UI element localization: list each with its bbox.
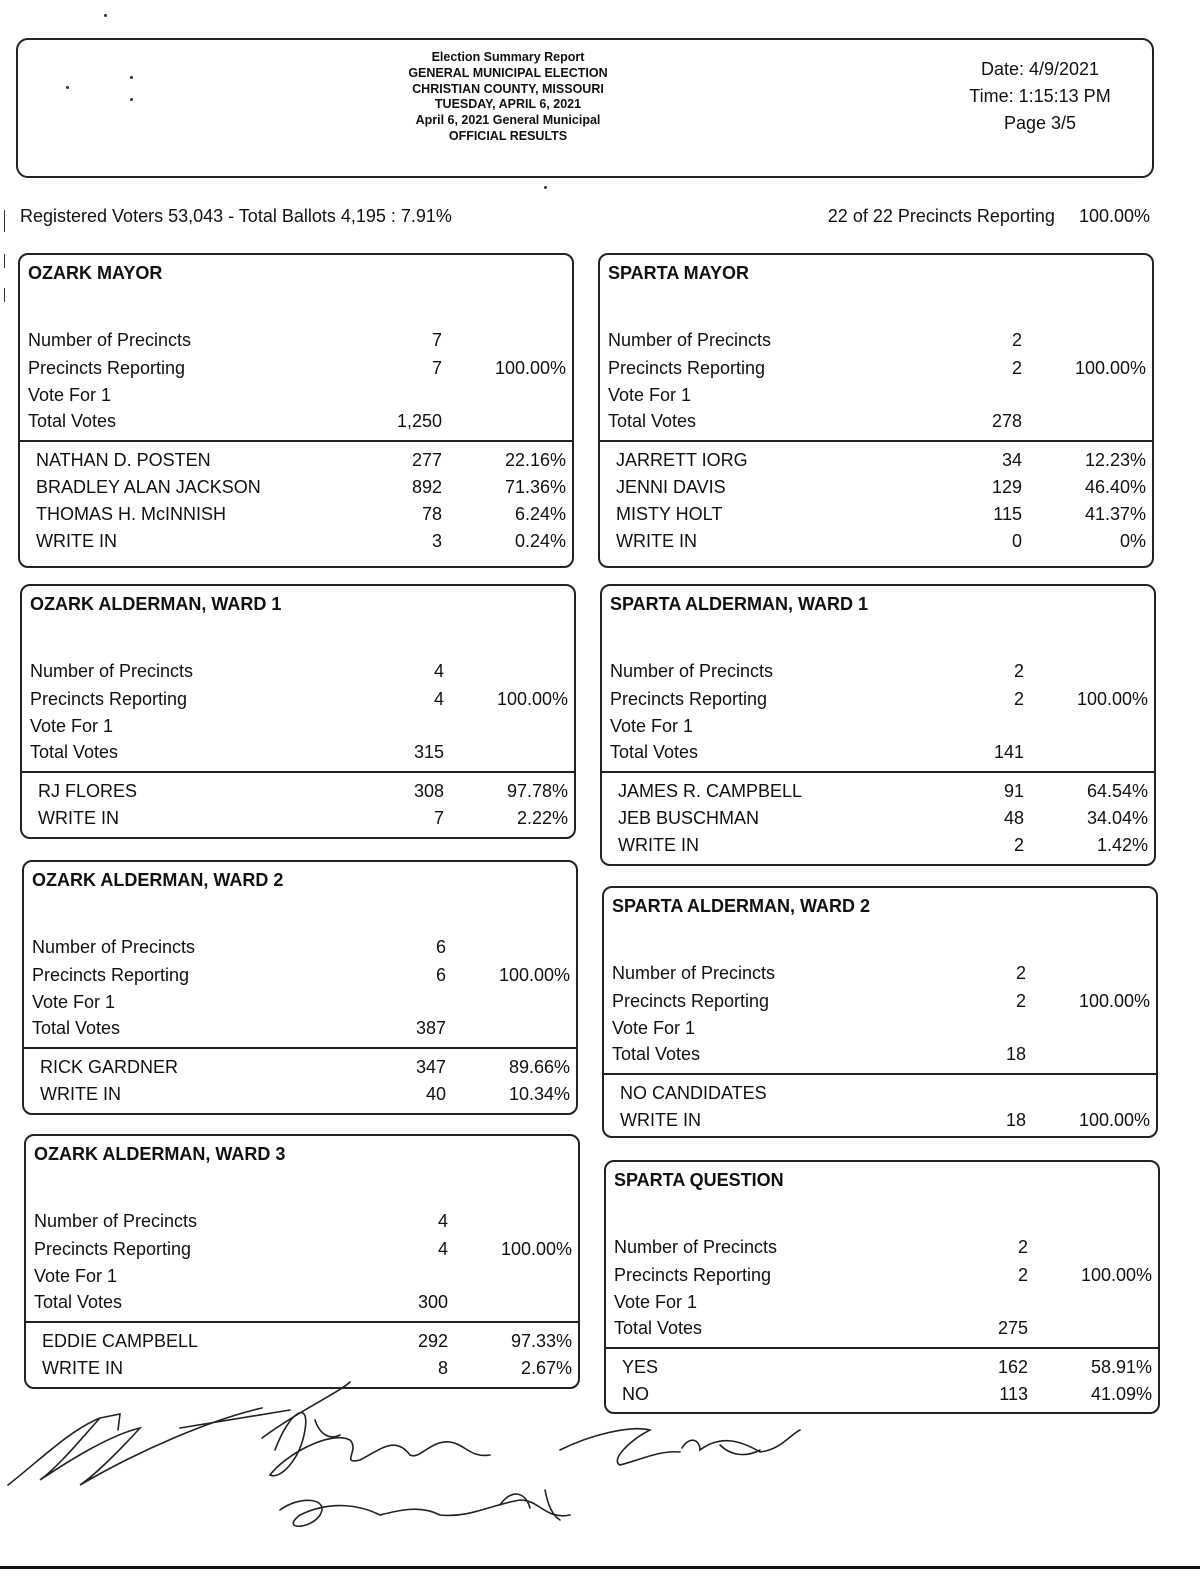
candidate-votes: 91 (1003, 781, 1024, 801)
candidate-row (602, 805, 1154, 831)
contest-divider (600, 440, 1152, 442)
candidate-votes: 115 (993, 504, 1022, 524)
row-label: Precincts Reporting (30, 689, 188, 709)
number-of-precincts-row (20, 327, 572, 353)
total-votes-row (606, 1315, 1158, 1341)
row-label: Number of Precincts (612, 963, 776, 983)
candidate-votes: 892 (411, 477, 442, 497)
precincts-reporting-row (22, 686, 574, 712)
candidate-row (600, 474, 1152, 500)
candidate-votes: 8 (437, 1358, 448, 1378)
row-label: Number of Precincts (610, 661, 774, 681)
margin-mark (4, 254, 5, 268)
row-value: 6 (435, 965, 446, 985)
row-label: Total Votes (614, 1318, 703, 1338)
contest-title: OZARK ALDERMAN, WARD 3 (34, 1144, 286, 1164)
row-label: Precincts Reporting (610, 689, 768, 709)
election-subtitle: April 6, 2021 General Municipal (415, 113, 601, 128)
contest-ozark-alderman-ward-2 (22, 860, 578, 1115)
scan-speck (104, 14, 107, 17)
number-of-precincts-row (24, 934, 576, 960)
candidate-percent: 0.24% (514, 531, 566, 551)
candidate-name: NO (622, 1384, 649, 1404)
row-percent: 100.00% (1080, 1265, 1152, 1285)
official-signatures (0, 1380, 1200, 1570)
report-title: Election Summary Report (431, 50, 585, 64)
candidate-row (26, 1355, 578, 1381)
number-of-precincts-row (602, 658, 1154, 684)
candidate-name: THOMAS H. McINNISH (36, 504, 227, 524)
row-value: 2 (1017, 1265, 1028, 1285)
row-value: 2 (1015, 963, 1026, 983)
vote-for-row (604, 1015, 1156, 1041)
candidate-row (600, 528, 1152, 554)
contest-sparta-mayor (598, 253, 1154, 568)
contest-divider (26, 1321, 578, 1323)
candidate-name: WRITE IN (618, 835, 699, 855)
candidate-percent: 34.04% (1086, 808, 1148, 828)
row-label: Precincts Reporting (612, 991, 770, 1011)
candidate-row (20, 447, 572, 473)
candidate-name: NATHAN D. POSTEN (36, 450, 211, 470)
contest-divider (22, 771, 574, 773)
candidate-votes: 48 (1003, 808, 1024, 828)
row-value: 4 (433, 661, 444, 681)
candidate-percent: 58.91% (1090, 1357, 1152, 1377)
candidate-row (20, 474, 572, 500)
number-of-precincts-row (600, 327, 1152, 353)
candidate-name: JEB BUSCHMAN (618, 808, 760, 828)
total-votes-row (600, 408, 1152, 434)
contest-divider (602, 771, 1154, 773)
number-of-precincts-row (604, 960, 1156, 986)
precincts-reporting-summary (828, 206, 1150, 227)
row-value: 2 (1013, 661, 1024, 681)
report-date: Date: 4/9/2021 (980, 59, 1100, 79)
number-of-precincts-row (26, 1208, 578, 1234)
candidate-name: EDDIE CAMPBELL (42, 1331, 199, 1351)
row-label: Vote For 1 (32, 992, 116, 1012)
row-label: Vote For 1 (30, 716, 114, 736)
number-of-precincts-row (22, 658, 574, 684)
candidate-name: WRITE IN (40, 1084, 121, 1104)
row-label: Number of Precincts (34, 1211, 198, 1231)
candidate-row (24, 1054, 576, 1080)
contest-title: SPARTA ALDERMAN, WARD 1 (610, 594, 868, 614)
total-votes-row (24, 1015, 576, 1041)
candidate-row (606, 1354, 1158, 1380)
row-value: 2 (1011, 330, 1022, 350)
row-label: Precincts Reporting (614, 1265, 772, 1285)
candidate-votes: 308 (413, 781, 444, 801)
row-value: 7 (431, 358, 442, 378)
candidate-percent: 1.42% (1096, 835, 1148, 855)
row-value: 2 (1017, 1237, 1028, 1257)
row-label: Total Votes (608, 411, 697, 431)
row-label: Number of Precincts (28, 330, 192, 350)
row-value: 18 (1005, 1044, 1026, 1064)
row-label: Number of Precincts (32, 937, 196, 957)
candidate-name: RICK GARDNER (40, 1057, 179, 1077)
contest-ozark-alderman-ward-3 (24, 1134, 580, 1389)
row-label: Total Votes (612, 1044, 701, 1064)
county-name: CHRISTIAN COUNTY, MISSOURI (412, 81, 604, 96)
scan-speck (130, 76, 133, 79)
number-of-precincts-row (606, 1234, 1158, 1260)
candidate-percent: 0% (1119, 531, 1146, 551)
row-label: Vote For 1 (614, 1292, 698, 1312)
candidate-votes: 34 (1001, 450, 1022, 470)
candidate-percent: 41.37% (1084, 504, 1146, 524)
scan-speck (130, 98, 133, 101)
candidate-row (20, 501, 572, 527)
row-value: 387 (415, 1018, 446, 1038)
candidate-name: RJ FLORES (38, 781, 138, 801)
candidate-row (604, 1080, 1156, 1106)
row-value: 315 (413, 742, 444, 762)
row-label: Vote For 1 (610, 716, 694, 736)
vote-for-row (22, 713, 574, 739)
candidate-row (22, 778, 574, 804)
row-percent: 100.00% (1076, 689, 1148, 709)
row-value: 2 (1015, 991, 1026, 1011)
row-value: 2 (1011, 358, 1022, 378)
row-percent: 100.00% (500, 1239, 572, 1259)
candidate-name: WRITE IN (38, 808, 119, 828)
candidate-percent: 46.40% (1084, 477, 1146, 497)
row-value: 4 (433, 689, 444, 709)
row-label: Vote For 1 (608, 385, 692, 405)
report-meta (940, 56, 1140, 137)
row-value: 275 (997, 1318, 1028, 1338)
precincts-reporting-row (26, 1236, 578, 1262)
contest-title: OZARK MAYOR (28, 263, 163, 283)
candidate-name: MISTY HOLT (616, 504, 723, 524)
candidate-row (20, 528, 572, 554)
scan-speck (544, 186, 547, 189)
row-label: Vote For 1 (612, 1018, 696, 1038)
candidate-name: NO CANDIDATES (620, 1083, 767, 1103)
total-votes-row (602, 739, 1154, 765)
candidate-name: WRITE IN (42, 1358, 123, 1378)
vote-for-row (24, 989, 576, 1015)
row-value: 1,250 (396, 411, 442, 431)
row-value: 6 (435, 937, 446, 957)
precincts-reporting-row (24, 962, 576, 988)
candidate-row (600, 501, 1152, 527)
margin-mark (4, 288, 5, 302)
candidate-votes: 0 (1011, 531, 1022, 551)
candidate-votes: 3 (431, 531, 442, 551)
election-date: TUESDAY, APRIL 6, 2021 (434, 97, 582, 112)
candidate-votes: 129 (991, 477, 1022, 497)
candidate-votes: 40 (425, 1084, 446, 1104)
row-label: Vote For 1 (34, 1266, 118, 1286)
candidate-row (24, 1081, 576, 1107)
total-votes-row (26, 1289, 578, 1315)
report-header (16, 38, 1154, 178)
margin-mark (4, 210, 5, 232)
contest-title: SPARTA ALDERMAN, WARD 2 (612, 896, 870, 916)
row-label: Number of Precincts (614, 1237, 778, 1257)
candidate-row (600, 447, 1152, 473)
row-percent: 100.00% (494, 358, 566, 378)
row-value: 278 (991, 411, 1022, 431)
precincts-reporting-row (602, 686, 1154, 712)
report-title-block (308, 50, 708, 145)
candidate-name: WRITE IN (616, 531, 697, 551)
candidate-percent: 89.66% (508, 1057, 570, 1077)
row-percent: 100.00% (498, 965, 570, 985)
contest-title: SPARTA MAYOR (608, 263, 750, 283)
precincts-reporting-row (20, 355, 572, 381)
contest-title: OZARK ALDERMAN, WARD 1 (30, 594, 282, 614)
candidate-name: BRADLEY ALAN JACKSON (36, 477, 261, 497)
total-votes-row (604, 1041, 1156, 1067)
candidate-row (22, 805, 574, 831)
row-percent: 100.00% (1074, 358, 1146, 378)
contest-ozark-alderman-ward-1 (20, 584, 576, 839)
contest-title: SPARTA QUESTION (614, 1170, 784, 1190)
candidate-votes: 347 (415, 1057, 446, 1077)
row-percent: 100.00% (1078, 991, 1150, 1011)
candidate-percent: 12.23% (1084, 450, 1146, 470)
row-label: Total Votes (30, 742, 119, 762)
contest-divider (24, 1047, 576, 1049)
candidate-percent: 97.33% (510, 1331, 572, 1351)
vote-for-row (20, 382, 572, 408)
contest-divider (20, 440, 572, 442)
election-name: GENERAL MUNICIPAL ELECTION (408, 65, 608, 80)
vote-for-row (600, 382, 1152, 408)
candidate-votes: 113 (999, 1384, 1028, 1404)
candidate-percent: 41.09% (1090, 1384, 1152, 1404)
candidate-votes: 18 (1005, 1110, 1026, 1130)
row-value: 7 (431, 330, 442, 350)
candidate-percent: 10.34% (508, 1084, 570, 1104)
candidate-name: WRITE IN (36, 531, 117, 551)
row-label: Number of Precincts (608, 330, 772, 350)
total-votes-row (22, 739, 574, 765)
row-label: Total Votes (610, 742, 699, 762)
candidate-name: JAMES R. CAMPBELL (618, 781, 803, 801)
vote-for-row (602, 713, 1154, 739)
candidate-votes: 78 (421, 504, 442, 524)
candidate-votes: 7 (433, 808, 444, 828)
candidate-percent: 2.22% (516, 808, 568, 828)
candidate-votes: 162 (997, 1357, 1028, 1377)
total-votes-row (20, 408, 572, 434)
candidate-percent: 100.00% (1078, 1110, 1150, 1130)
precincts-reporting-text: 22 of 22 Precincts Reporting (827, 206, 1055, 226)
candidate-row (604, 1107, 1156, 1133)
row-value: 141 (993, 742, 1024, 762)
row-label: Total Votes (28, 411, 117, 431)
row-label: Total Votes (34, 1292, 123, 1312)
candidate-votes: 292 (417, 1331, 448, 1351)
report-time: Time: 1:15:13 PM (969, 86, 1111, 106)
candidate-name: JARRETT IORG (616, 450, 748, 470)
candidate-row (602, 832, 1154, 858)
precincts-reporting-percent: 100.00% (1078, 206, 1150, 226)
contest-sparta-alderman-ward-1 (600, 584, 1156, 866)
page-number: Page 3/5 (1003, 113, 1077, 133)
candidate-row (26, 1328, 578, 1354)
candidate-percent: 64.54% (1086, 781, 1148, 801)
row-label: Number of Precincts (30, 661, 194, 681)
row-value: 4 (437, 1211, 448, 1231)
row-label: Precincts Reporting (608, 358, 766, 378)
precincts-reporting-row (600, 355, 1152, 381)
row-label: Precincts Reporting (28, 358, 186, 378)
candidate-percent: 2.67% (520, 1358, 572, 1378)
candidate-votes: 2 (1013, 835, 1024, 855)
candidate-percent: 71.36% (504, 477, 566, 497)
row-value: 4 (437, 1239, 448, 1259)
registered-voters-summary: Registered Voters 53,043 - Total Ballots 4,195 : 7.91% (20, 206, 452, 226)
row-label: Total Votes (32, 1018, 121, 1038)
contest-sparta-question (604, 1160, 1160, 1414)
candidate-percent: 22.16% (504, 450, 566, 470)
candidate-name: WRITE IN (620, 1110, 701, 1130)
contest-divider (604, 1073, 1156, 1075)
row-value: 2 (1013, 689, 1024, 709)
contest-sparta-alderman-ward-2 (602, 886, 1158, 1138)
scan-speck (66, 86, 69, 89)
contest-divider (606, 1347, 1158, 1349)
contest-title: OZARK ALDERMAN, WARD 2 (32, 870, 284, 890)
candidate-percent: 6.24% (514, 504, 566, 524)
row-percent: 100.00% (496, 689, 568, 709)
precincts-reporting-row (606, 1262, 1158, 1288)
results-status: OFFICIAL RESULTS (448, 128, 568, 143)
row-label: Precincts Reporting (34, 1239, 192, 1259)
vote-for-row (606, 1289, 1158, 1315)
candidate-name: YES (622, 1357, 659, 1377)
precincts-reporting-row (604, 988, 1156, 1014)
page-bottom-rule (0, 1566, 1200, 1569)
row-value: 300 (417, 1292, 448, 1312)
candidate-votes: 277 (411, 450, 442, 470)
row-label: Vote For 1 (28, 385, 112, 405)
candidate-percent: 97.78% (506, 781, 568, 801)
candidate-row (602, 778, 1154, 804)
vote-for-row (26, 1263, 578, 1289)
row-label: Precincts Reporting (32, 965, 190, 985)
candidate-name: JENNI DAVIS (616, 477, 726, 497)
contest-ozark-mayor (18, 253, 574, 568)
